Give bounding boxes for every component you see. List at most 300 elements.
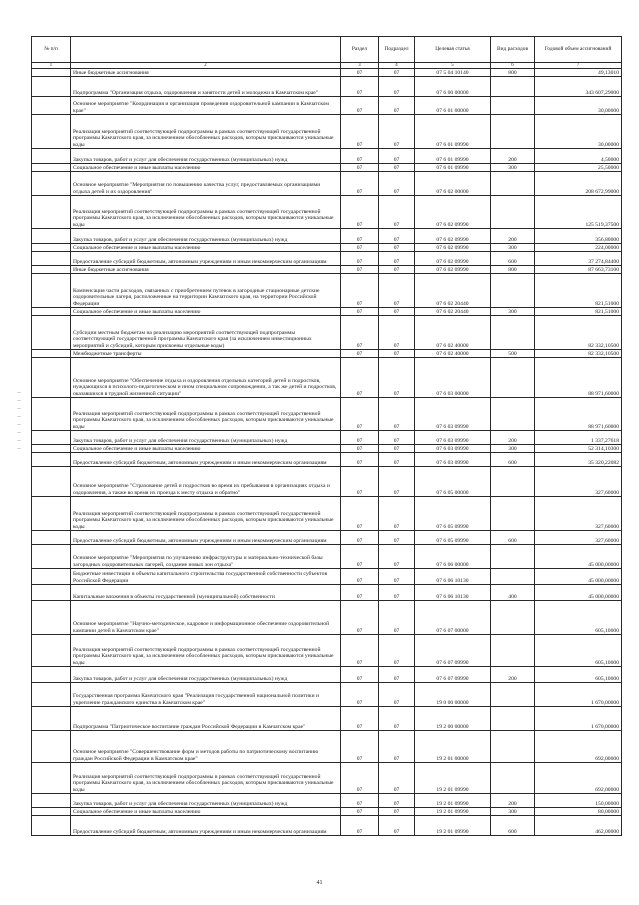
- row-expense-type: [491, 569, 535, 585]
- row-subsection: 07: [379, 308, 415, 316]
- table-row: [32, 229, 622, 244]
- row-section: 07: [341, 398, 379, 431]
- row-expense-type: [491, 316, 535, 350]
- row-expense-type: 300: [491, 445, 535, 453]
- row-section: 07: [341, 763, 379, 794]
- table-row: [32, 763, 622, 794]
- row-amount: 35 320,22082: [535, 453, 622, 467]
- table-row: [32, 350, 622, 358]
- row-number: [32, 763, 71, 794]
- row-section: 07: [341, 569, 379, 585]
- row-number: [32, 497, 71, 531]
- row-number: [32, 731, 71, 763]
- row-subsection: 07: [379, 667, 415, 683]
- row-amount: 150,00000: [535, 794, 622, 808]
- row-subsection: 07: [379, 172, 415, 196]
- row-expense-type: [491, 497, 535, 531]
- table-row: [32, 445, 622, 453]
- row-subsection: 07: [379, 683, 415, 707]
- row-number: [32, 115, 71, 149]
- row-name: Иные бюджетные ассигнования: [71, 266, 341, 274]
- table-row: [32, 252, 622, 266]
- row-name: Основное мероприятие "Мероприятия по повышению качества услуг, предоставляемых организациями отдыха детей и их оздоровления": [71, 172, 341, 196]
- row-target-article: 19 2 01 00000: [415, 731, 491, 763]
- row-target-article: 07 6 02 09990: [415, 229, 491, 244]
- row-amount: 224,00000: [535, 244, 622, 252]
- row-amount: 356,80000: [535, 229, 622, 244]
- row-number: [32, 149, 71, 164]
- row-target-article: 07 6 03 09990: [415, 431, 491, 445]
- row-number: [32, 794, 71, 808]
- table-row: [32, 308, 622, 316]
- table-row: [32, 358, 622, 398]
- row-amount: 82 332,10500: [535, 350, 622, 358]
- row-amount: 343 607,29000: [535, 77, 622, 97]
- row-amount: 208 672,99000: [535, 172, 622, 196]
- table-row: [32, 244, 622, 252]
- row-subsection: 07: [379, 149, 415, 164]
- row-number: [32, 545, 71, 569]
- header-expense-type: Вид расходов: [491, 37, 535, 63]
- row-amount: 692,00000: [535, 731, 622, 763]
- row-name: Социальное обеспечение и иные выплаты населению: [71, 244, 341, 252]
- row-section: 07: [341, 585, 379, 601]
- row-number: [32, 274, 71, 308]
- row-number: [32, 316, 71, 350]
- row-subsection: 07: [379, 585, 415, 601]
- table-row: [32, 149, 622, 164]
- table-row: [32, 816, 622, 836]
- row-number: [32, 97, 71, 115]
- row-amount: 125 519,37500: [535, 196, 622, 229]
- row-subsection: 07: [379, 545, 415, 569]
- row-section: 07: [341, 453, 379, 467]
- row-name: Реализация мероприятий соответствующей подпрограммы в рамках соответствующей государственной программы Камчатского края, за исключением обособленных расходов, которым присваиваются уникальные коды: [71, 763, 341, 794]
- table-row: [32, 196, 622, 229]
- row-target-article: 07 6 06 10130: [415, 569, 491, 585]
- row-target-article: 07 6 02 40000: [415, 316, 491, 350]
- row-section: 07: [341, 431, 379, 445]
- row-number: [32, 453, 71, 467]
- row-number: [32, 667, 71, 683]
- row-target-article: 07 6 05 09990: [415, 531, 491, 545]
- row-name: Предоставление субсидий бюджетным, автономным учреждениям и иным некоммерческим организациям: [71, 453, 341, 467]
- row-expense-type: 200: [491, 149, 535, 164]
- row-target-article: 07 6 01 09990: [415, 149, 491, 164]
- row-section: 07: [341, 667, 379, 683]
- row-name: Предоставление субсидий бюджетным, автономным учреждениям и иным некоммерческим организациям: [71, 531, 341, 545]
- row-target-article: 07 5 04 10140: [415, 69, 491, 77]
- row-name: Основное мероприятие "Координация и организация проведения оздоровительной кампании в Камчатском крае": [71, 97, 341, 115]
- row-subsection: 07: [379, 601, 415, 635]
- row-name: Подпрограмма "Организация отдыха, оздоровления и занятости детей и молодежи в Камчатском крае": [71, 77, 341, 97]
- row-amount: 327,60000: [535, 467, 622, 497]
- scan-artifact: [14, 385, 24, 475]
- row-section: 07: [341, 635, 379, 667]
- table-row: [32, 316, 622, 350]
- row-target-article: 07 6 02 09990: [415, 244, 491, 252]
- row-subsection: 07: [379, 252, 415, 266]
- row-expense-type: [491, 467, 535, 497]
- row-section: 07: [341, 115, 379, 149]
- table-row: [32, 398, 622, 431]
- row-expense-type: 600: [491, 531, 535, 545]
- row-target-article: 07 6 03 00000: [415, 358, 491, 398]
- row-target-article: 07 6 00 00000: [415, 77, 491, 97]
- row-name: Закупка товаров, работ и услуг для обеспечения государственных (муниципальных) нужд: [71, 794, 341, 808]
- table-row: [32, 531, 622, 545]
- column-number: 4: [379, 63, 415, 69]
- row-target-article: 19 0 00 00000: [415, 683, 491, 707]
- row-amount: 605,10000: [535, 667, 622, 683]
- row-subsection: 07: [379, 497, 415, 531]
- row-expense-type: [491, 731, 535, 763]
- row-target-article: 07 6 01 09990: [415, 164, 491, 172]
- row-subsection: 07: [379, 164, 415, 172]
- row-amount: 87 663,73100: [535, 266, 622, 274]
- row-expense-type: 300: [491, 308, 535, 316]
- header-target-article: Целевая статья: [415, 37, 491, 63]
- row-subsection: 07: [379, 229, 415, 244]
- row-expense-type: 300: [491, 808, 535, 816]
- row-target-article: 07 6 05 09990: [415, 497, 491, 531]
- row-expense-type: [491, 545, 535, 569]
- header-section: Раздел: [341, 37, 379, 63]
- row-subsection: 07: [379, 115, 415, 149]
- row-number: [32, 445, 71, 453]
- row-expense-type: 600: [491, 252, 535, 266]
- row-subsection: 07: [379, 445, 415, 453]
- row-expense-type: [491, 274, 535, 308]
- row-target-article: 07 6 02 09990: [415, 252, 491, 266]
- row-name: Бюджетные инвестиции в объекты капитального строительства государственной собственности субъектов Российской Федерации: [71, 569, 341, 585]
- column-number: 2: [71, 63, 341, 69]
- row-subsection: 07: [379, 731, 415, 763]
- row-expense-type: 800: [491, 69, 535, 77]
- row-name: Субсидии местным бюджетам на реализацию мероприятий соответствующей подпрограммы соответствующей государственной программы Камчатского края (за исключением инвестиционных мероприятий и субсидий, которым присвоены отдельные коды): [71, 316, 341, 350]
- row-section: 07: [341, 531, 379, 545]
- row-section: 07: [341, 97, 379, 115]
- table-body: [32, 69, 622, 836]
- table-row: [32, 164, 622, 172]
- row-amount: 37 274,84400: [535, 252, 622, 266]
- row-name: Основное мероприятие "Научно-методическое, кадровое и информационное обеспечение оздоровительной кампании детей в Камчатском крае": [71, 601, 341, 635]
- row-expense-type: 500: [491, 350, 535, 358]
- table-row: [32, 453, 622, 467]
- row-target-article: 07 6 02 20440: [415, 308, 491, 316]
- row-target-article: 19 2 01 09990: [415, 808, 491, 816]
- row-subsection: 07: [379, 97, 415, 115]
- row-number: [32, 358, 71, 398]
- row-amount: 82 332,10500: [535, 316, 622, 350]
- row-amount: 605,10000: [535, 601, 622, 635]
- table-row: [32, 569, 622, 585]
- table-row: [32, 794, 622, 808]
- row-subsection: 07: [379, 266, 415, 274]
- row-amount: 88 971,60000: [535, 358, 622, 398]
- row-expense-type: 200: [491, 229, 535, 244]
- row-section: 07: [341, 545, 379, 569]
- row-name: Основное мероприятие "Совершенствование форм и методов работы по патриотическому воспитанию граждан Российской Федерации в Камчатском крае": [71, 731, 341, 763]
- header-subsection: Подраздел: [379, 37, 415, 63]
- row-amount: 605,10000: [535, 635, 622, 667]
- row-expense-type: 600: [491, 816, 535, 836]
- table-row: [32, 601, 622, 635]
- row-subsection: 07: [379, 763, 415, 794]
- row-target-article: 07 6 02 09990: [415, 266, 491, 274]
- row-amount: 52 314,10300: [535, 445, 622, 453]
- row-number: [32, 229, 71, 244]
- row-subsection: 07: [379, 196, 415, 229]
- row-name: Реализация мероприятий соответствующей подпрограммы в рамках соответствующей государственной программы Камчатского края, за исключением обособленных расходов, которым присваиваются уникальные коды: [71, 196, 341, 229]
- row-expense-type: [491, 196, 535, 229]
- row-name: Реализация мероприятий соответствующей подпрограммы в рамках соответствующей государственной программы Камчатского края, за исключением обособленных расходов, которым присваиваются уникальные коды: [71, 115, 341, 149]
- row-amount: 1 337,27618: [535, 431, 622, 445]
- row-subsection: 07: [379, 77, 415, 97]
- row-target-article: 07 6 01 09990: [415, 115, 491, 149]
- row-amount: 692,00000: [535, 763, 622, 794]
- row-name: Государственная программа Камчатского края "Реализация государственной национальной политики и укрепление гражданского единства в Камчатском крае": [71, 683, 341, 707]
- row-name: Основное мероприятие "Мероприятия по улучшению инфраструктуры и материально-технической базы загородных оздоровительных лагерей, создание новых зон отдыха": [71, 545, 341, 569]
- row-subsection: 07: [379, 316, 415, 350]
- row-amount: 45 000,00000: [535, 585, 622, 601]
- row-name: Капитальные вложения в объекты государственной (муниципальной) собственности: [71, 585, 341, 601]
- row-number: [32, 707, 71, 731]
- row-expense-type: 400: [491, 585, 535, 601]
- row-target-article: 07 6 06 10130: [415, 585, 491, 601]
- column-number: 3: [341, 63, 379, 69]
- table-row: [32, 115, 622, 149]
- row-subsection: 07: [379, 531, 415, 545]
- row-section: 07: [341, 350, 379, 358]
- row-subsection: 07: [379, 453, 415, 467]
- row-amount: 1 670,00000: [535, 707, 622, 731]
- row-section: 07: [341, 77, 379, 97]
- header-name: [71, 37, 341, 63]
- row-name: Социальное обеспечение и иные выплаты населению: [71, 164, 341, 172]
- row-number: [32, 683, 71, 707]
- row-section: 07: [341, 69, 379, 77]
- row-amount: 45 000,00000: [535, 569, 622, 585]
- row-target-article: 07 6 02 20440: [415, 274, 491, 308]
- row-name: Компенсация части расходов, связанных с приобретением путевок в загородные стационарные детские оздоровительные лагеря, расположенные на территории Камчатского края, на территории Российской Федерации: [71, 274, 341, 308]
- table-row: [32, 77, 622, 97]
- row-subsection: 07: [379, 350, 415, 358]
- row-number: [32, 196, 71, 229]
- budget-table-page: [31, 36, 621, 836]
- row-name: Закупка товаров, работ и услуг для обеспечения государственных (муниципальных) нужд: [71, 431, 341, 445]
- row-target-article: 19 2 01 09990: [415, 763, 491, 794]
- table-row: [32, 266, 622, 274]
- table-row: [32, 497, 622, 531]
- row-expense-type: [491, 683, 535, 707]
- table-row: [32, 683, 622, 707]
- row-subsection: 07: [379, 569, 415, 585]
- row-expense-type: [491, 398, 535, 431]
- column-number: 6: [491, 63, 535, 69]
- row-name: Закупка товаров, работ и услуг для обеспечения государственных (муниципальных) нужд: [71, 149, 341, 164]
- table-row: [32, 707, 622, 731]
- row-name: Иные бюджетные ассигнования: [71, 69, 341, 77]
- row-section: 07: [341, 164, 379, 172]
- row-section: 07: [341, 816, 379, 836]
- row-expense-type: 200: [491, 794, 535, 808]
- row-section: 07: [341, 358, 379, 398]
- row-expense-type: 600: [491, 453, 535, 467]
- row-number: [32, 164, 71, 172]
- row-amount: 821,51000: [535, 274, 622, 308]
- row-name: Социальное обеспечение и иные выплаты населению: [71, 808, 341, 816]
- row-section: 07: [341, 601, 379, 635]
- row-number: [32, 172, 71, 196]
- row-number: [32, 531, 71, 545]
- row-section: 07: [341, 683, 379, 707]
- row-expense-type: [491, 172, 535, 196]
- row-number: [32, 569, 71, 585]
- row-expense-type: [491, 358, 535, 398]
- row-number: [32, 601, 71, 635]
- row-subsection: 07: [379, 358, 415, 398]
- row-expense-type: 200: [491, 667, 535, 683]
- row-amount: 30,00000: [535, 97, 622, 115]
- budget-allocation-table: [31, 36, 622, 836]
- row-section: 07: [341, 149, 379, 164]
- table-row: [32, 545, 622, 569]
- row-subsection: 07: [379, 794, 415, 808]
- row-number: [32, 266, 71, 274]
- row-expense-type: 800: [491, 266, 535, 274]
- row-number: [32, 398, 71, 431]
- row-section: 07: [341, 196, 379, 229]
- row-number: [32, 308, 71, 316]
- row-name: Основное мероприятие "Страхование детей и подростков во время их пребывания в организациях отдыха и оздоровления, а также во время их проезда к месту отдыха и обратно": [71, 467, 341, 497]
- row-number: [32, 77, 71, 97]
- row-amount: 1 670,00000: [535, 683, 622, 707]
- row-number: [32, 350, 71, 358]
- row-target-article: 07 6 07 09990: [415, 667, 491, 683]
- row-amount: 88 971,60000: [535, 398, 622, 431]
- row-section: 07: [341, 308, 379, 316]
- table-row: [32, 172, 622, 196]
- table-row: [32, 431, 622, 445]
- row-subsection: 07: [379, 398, 415, 431]
- row-section: 07: [341, 229, 379, 244]
- row-expense-type: [491, 97, 535, 115]
- row-expense-type: [491, 635, 535, 667]
- row-section: 07: [341, 707, 379, 731]
- row-number: [32, 244, 71, 252]
- row-name: Закупка товаров, работ и услуг для обеспечения государственных (муниципальных) нужд: [71, 667, 341, 683]
- row-amount: 25,50000: [535, 164, 622, 172]
- row-number: [32, 816, 71, 836]
- row-amount: 327,60000: [535, 497, 622, 531]
- row-target-article: 07 6 02 09990: [415, 196, 491, 229]
- row-subsection: 07: [379, 69, 415, 77]
- row-subsection: 07: [379, 707, 415, 731]
- row-expense-type: 200: [491, 431, 535, 445]
- row-target-article: 07 6 05 00000: [415, 467, 491, 497]
- row-section: 07: [341, 244, 379, 252]
- row-subsection: 07: [379, 816, 415, 836]
- row-target-article: 07 6 03 09990: [415, 445, 491, 453]
- row-name: Предоставление субсидий бюджетным, автономным учреждениям и иным некоммерческим организациям: [71, 252, 341, 266]
- row-section: 07: [341, 172, 379, 196]
- row-subsection: 07: [379, 808, 415, 816]
- header-annual-amount: Годовой объем ассигнований: [535, 37, 622, 63]
- table-row: [32, 731, 622, 763]
- row-subsection: 07: [379, 431, 415, 445]
- row-section: 07: [341, 467, 379, 497]
- row-expense-type: [491, 115, 535, 149]
- row-target-article: 07 6 03 09990: [415, 453, 491, 467]
- row-expense-type: [491, 707, 535, 731]
- row-target-article: 19 2 01 09990: [415, 816, 491, 836]
- row-subsection: 07: [379, 635, 415, 667]
- table-row: [32, 635, 622, 667]
- row-number: [32, 69, 71, 77]
- row-name: Социальное обеспечение и иные выплаты населению: [71, 445, 341, 453]
- row-target-article: 07 6 03 09990: [415, 398, 491, 431]
- row-target-article: 19 2 01 09990: [415, 794, 491, 808]
- row-number: [32, 431, 71, 445]
- row-name: Подпрограмма "Патриотическое воспитание граждан Российской Федерации в Камчатском крае": [71, 707, 341, 731]
- row-amount: 45 000,00000: [535, 545, 622, 569]
- row-name: Реализация мероприятий соответствующей подпрограммы в рамках соответствующей государственной программы Камчатского края, за исключением обособленных расходов, которым присваиваются уникальные коды: [71, 497, 341, 531]
- row-section: 07: [341, 316, 379, 350]
- row-number: [32, 467, 71, 497]
- row-section: 07: [341, 445, 379, 453]
- row-target-article: 07 6 01 00000: [415, 97, 491, 115]
- row-number: [32, 252, 71, 266]
- row-target-article: 07 6 06 00000: [415, 545, 491, 569]
- row-amount: 327,60000: [535, 531, 622, 545]
- row-section: 07: [341, 497, 379, 531]
- table-row: [32, 585, 622, 601]
- row-section: 07: [341, 266, 379, 274]
- header-number: № п/п: [32, 37, 71, 63]
- table-row: [32, 467, 622, 497]
- row-subsection: 07: [379, 274, 415, 308]
- column-number: 7: [535, 63, 622, 69]
- row-section: 07: [341, 731, 379, 763]
- row-name: Реализация мероприятий соответствующей подпрограммы в рамках соответствующей государственной программы Камчатского края, за исключением обособленных расходов, которым присваиваются уникальные коды: [71, 635, 341, 667]
- row-number: [32, 635, 71, 667]
- column-number: 5: [415, 63, 491, 69]
- row-number: [32, 808, 71, 816]
- row-target-article: 07 6 07 00000: [415, 601, 491, 635]
- row-name: Социальное обеспечение и иные выплаты населению: [71, 308, 341, 316]
- row-section: 07: [341, 794, 379, 808]
- row-amount: 80,00000: [535, 808, 622, 816]
- row-amount: 49,13010: [535, 69, 622, 77]
- row-name: Основное мероприятие "Обеспечение отдыха и оздоровления отдельных категорий детей и подростков, нуждающихся в психолого-педагогическом и ином специальном сопровождении, а так же детей и подростков, оказавшихся в трудной жизненной ситуации": [71, 358, 341, 398]
- row-name: Реализация мероприятий соответствующей подпрограммы в рамках соответствующей государственной программы Камчатского края, за исключением обособленных расходов, которым присваиваются уникальные коды: [71, 398, 341, 431]
- row-expense-type: 300: [491, 164, 535, 172]
- table-header-row: [32, 37, 622, 63]
- row-amount: 4,50000: [535, 149, 622, 164]
- row-subsection: 07: [379, 244, 415, 252]
- table-row: [32, 274, 622, 308]
- row-section: 07: [341, 252, 379, 266]
- row-expense-type: 300: [491, 244, 535, 252]
- page-number: 41: [316, 880, 323, 886]
- row-target-article: 19 2 00 00000: [415, 707, 491, 731]
- row-expense-type: [491, 601, 535, 635]
- row-subsection: 07: [379, 467, 415, 497]
- row-amount: 821,51000: [535, 308, 622, 316]
- table-row: [32, 808, 622, 816]
- row-amount: 30,00000: [535, 115, 622, 149]
